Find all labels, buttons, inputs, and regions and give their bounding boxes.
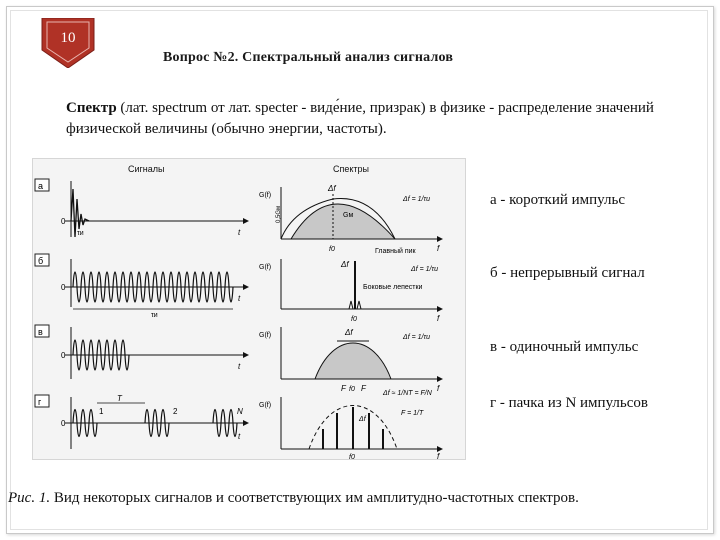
row-v-signal xyxy=(73,340,129,370)
row-v-description: в - одиночный импульс xyxy=(490,339,639,355)
row-b-zero: 0 xyxy=(61,283,66,292)
row-b-signal xyxy=(73,272,233,302)
row-b-tau: τи xyxy=(151,312,158,319)
caption-prefix: Рис. 1. xyxy=(8,490,51,506)
row-g-burst-2 xyxy=(145,410,169,437)
row-b-formula: Δf = 1/τи xyxy=(411,266,438,273)
caption-text: Вид некоторых сигналов и соответствующих им амплитудно-частотных спектров. xyxy=(50,490,579,506)
row-v-zero: 0 xyxy=(61,351,66,360)
row-a-zero: 0 xyxy=(61,217,66,226)
row-g-f0: f0 xyxy=(349,454,355,459)
row-a-formula: Δf = 1/τи xyxy=(403,196,430,203)
row-v-tag: в xyxy=(38,327,43,337)
definition-paragraph xyxy=(66,98,686,140)
row-b-main-peak-label: Главный пик xyxy=(375,248,416,255)
col-spectra-header: Спектры xyxy=(333,164,370,174)
row-g-burst-1 xyxy=(73,410,97,437)
row-a-t: t xyxy=(238,228,241,237)
row-g-f: f xyxy=(437,452,440,459)
row-a xyxy=(35,179,443,253)
row-g-df: Δf xyxy=(359,416,366,423)
row-v-t: t xyxy=(238,362,241,371)
row-b-f: f xyxy=(437,314,440,323)
row-a-f: f xyxy=(437,244,440,253)
row-g-pN: N xyxy=(237,407,243,416)
slide-title: Вопрос №2. Спектральный анализ сигналов xyxy=(163,50,454,65)
row-g-burst-n xyxy=(213,410,237,437)
row-g-F2: F xyxy=(361,384,366,393)
row-g-p1: 1 xyxy=(99,407,104,416)
row-g-g: G(f) xyxy=(259,402,272,409)
row-b-t: t xyxy=(238,294,241,303)
row-b-df: Δf xyxy=(341,260,349,269)
row-b-tag: б xyxy=(38,256,44,266)
row-g-formula1: Δf ≈ 1/NT = F/N xyxy=(383,390,432,397)
row-a-description: а - короткий импульс xyxy=(490,192,625,208)
row-g-tag: г xyxy=(38,397,42,407)
row-a-g: G(f) xyxy=(259,192,272,199)
row-b-side-lobes-label: Боковые лепестки xyxy=(363,284,423,291)
row-g-zero: 0 xyxy=(61,419,66,428)
row-a-amp: 0,5Gм xyxy=(276,205,282,223)
row-v-g: G(f) xyxy=(259,332,272,339)
definition-term: Спектр xyxy=(66,100,117,116)
row-a-gm: Gм xyxy=(343,212,354,219)
row-g-p2: 2 xyxy=(173,407,178,416)
row-b-description: б - непрерывный сигнал xyxy=(490,265,645,281)
row-g-F1: F xyxy=(341,384,346,393)
row-g-t: t xyxy=(238,432,241,441)
row-v-f: f xyxy=(437,384,440,393)
row-v-f0: f0 xyxy=(349,386,355,393)
row-b xyxy=(35,247,443,323)
figure-caption xyxy=(8,490,579,507)
row-a-df: Δf xyxy=(328,184,336,193)
row-g-T: T xyxy=(117,394,122,403)
row-g-formula2: F = 1/T xyxy=(401,410,424,417)
row-a-f0: f0 xyxy=(329,246,335,253)
row-b-f0: f0 xyxy=(351,316,357,323)
row-b-g: G(f) xyxy=(259,264,272,271)
definition-text: (лат. spectrum от лат. specter - виде́ние, призрак) в физике - распределение значений физической величины (обычно энергии, частоты). xyxy=(66,100,654,137)
signals-spectra-figure xyxy=(32,158,466,460)
row-v-formula: Δf = 1/τи xyxy=(403,334,430,341)
col-signals-header: Сигналы xyxy=(128,164,165,174)
row-a-tag: а xyxy=(38,181,44,191)
row-v-spectrum xyxy=(315,343,391,379)
row-g xyxy=(35,384,443,459)
row-v-df: Δf xyxy=(345,328,353,337)
row-g-description: г - пачка из N импульсов xyxy=(490,395,648,411)
slide-number: 10 xyxy=(60,30,76,46)
row-a-tau: τи xyxy=(77,230,84,237)
row-v xyxy=(35,325,443,393)
